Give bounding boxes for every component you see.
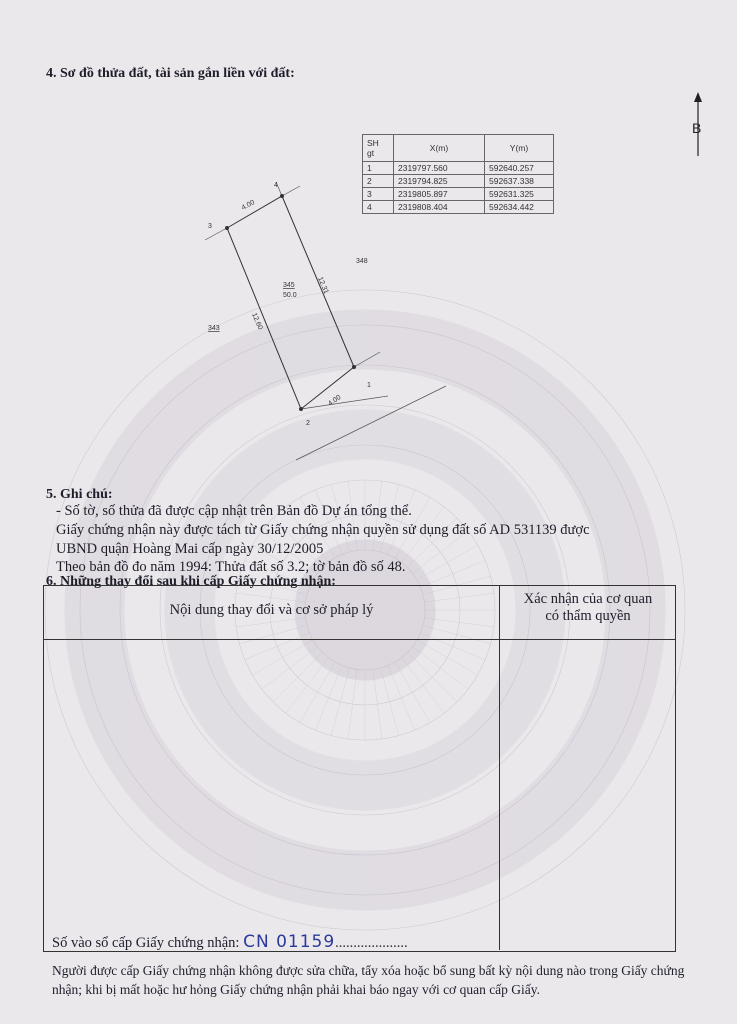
header-divider	[44, 639, 675, 640]
side-length-top: 4.00	[240, 199, 256, 212]
cell-sh: 2	[363, 175, 394, 188]
corner-point	[280, 194, 284, 198]
note-line: Giấy chứng nhận này được tách từ Giấy chứng nhận quyền sử dụng đất số AD 531139 được	[56, 522, 590, 538]
road-edge	[301, 396, 388, 409]
note-line: Theo bản đồ đo năm 1994: Thửa đất số 3.2; tờ bản đồ số 48.	[56, 559, 406, 575]
cell-y: 592634.442	[485, 201, 554, 214]
changes-column-header: Nội dung thay đổi và cơ sở pháp lý	[169, 602, 374, 618]
footer-notice: Người được cấp Giấy chứng nhận không được sửa chữa, tẩy xóa hoặc bổ sung bất kỳ nội dung nào trong Giấy chứng nhận; khi bị mất hoặc hư hỏng Giấy chứng nhận phải khai báo ngay với cơ quan cấp Giấy.	[52, 963, 685, 997]
corner-label-1: 1	[367, 382, 371, 389]
cell-y: 592640.257	[485, 162, 554, 175]
cell-sh: 4	[363, 201, 394, 214]
section-6-title: 6. Những thay đổi sau khi cấp Giấy chứng nhận:	[46, 574, 336, 589]
col-x: X(m)	[394, 135, 485, 162]
corner-label-4: 4	[274, 182, 278, 189]
registry-dots: ....................	[335, 935, 408, 951]
neighbor-boundary	[354, 352, 380, 367]
confirmation-header-line1: Xác nhận của cơ quan	[523, 591, 653, 607]
corner-point	[299, 407, 303, 411]
parcel-number: 345	[283, 282, 295, 289]
registry-number-line	[52, 932, 408, 952]
side-length-bottom: 4.00	[327, 394, 343, 408]
note-line: UBND quận Hoàng Mai cấp ngày 30/12/2005	[56, 541, 324, 557]
cell-y: 592637.338	[485, 175, 554, 188]
cell-x: 2319808.404	[394, 201, 485, 214]
note-line: - Số tờ, số thửa đã được cập nhật trên Bản đồ Dự án tổng thể.	[56, 503, 412, 519]
col-y: Y(m)	[485, 135, 554, 162]
parcel-map	[0, 0, 737, 480]
column-divider	[499, 586, 500, 950]
neighbor-parcel-right: 348	[356, 258, 368, 265]
pattern-ray	[417, 545, 478, 580]
confirmation-column-header	[501, 591, 675, 625]
parcel-outline	[227, 196, 354, 409]
cell-x: 2319794.825	[394, 175, 485, 188]
section-4-title: 4. Sơ đồ thửa đất, tài sản gắn liền với đất:	[46, 66, 295, 81]
corner-label-2: 2	[306, 420, 310, 427]
col-sh-label: SH	[367, 138, 379, 148]
corner-label-3: 3	[208, 223, 212, 230]
compass-label: B	[692, 120, 702, 136]
cell-x: 2319805.897	[394, 188, 485, 201]
cell-sh: 1	[363, 162, 394, 175]
side-length-left: 12.60	[250, 312, 264, 331]
cell-sh: 3	[363, 188, 394, 201]
cell-y: 592631.325	[485, 188, 554, 201]
corner-point	[225, 226, 229, 230]
neighbor-parcel-left: 343	[208, 325, 220, 332]
section-5-title: 5. Ghi chú:	[46, 487, 113, 502]
side-length-right: 12.31	[316, 276, 330, 295]
road-edge	[296, 386, 446, 460]
confirmation-header-line2: có thẩm quyền	[545, 608, 631, 624]
changes-table	[43, 585, 676, 952]
col-gt-label: gt	[367, 148, 375, 158]
registry-number-handwritten: CN 01159	[243, 932, 336, 952]
registry-label: Số vào sổ cấp Giấy chứng nhận:	[52, 935, 240, 951]
parcel-area: 50.0	[283, 292, 297, 299]
cell-x: 2319797.560	[394, 162, 485, 175]
neighbor-boundary	[282, 186, 300, 196]
pattern-ray	[420, 560, 485, 587]
corner-point	[352, 365, 356, 369]
